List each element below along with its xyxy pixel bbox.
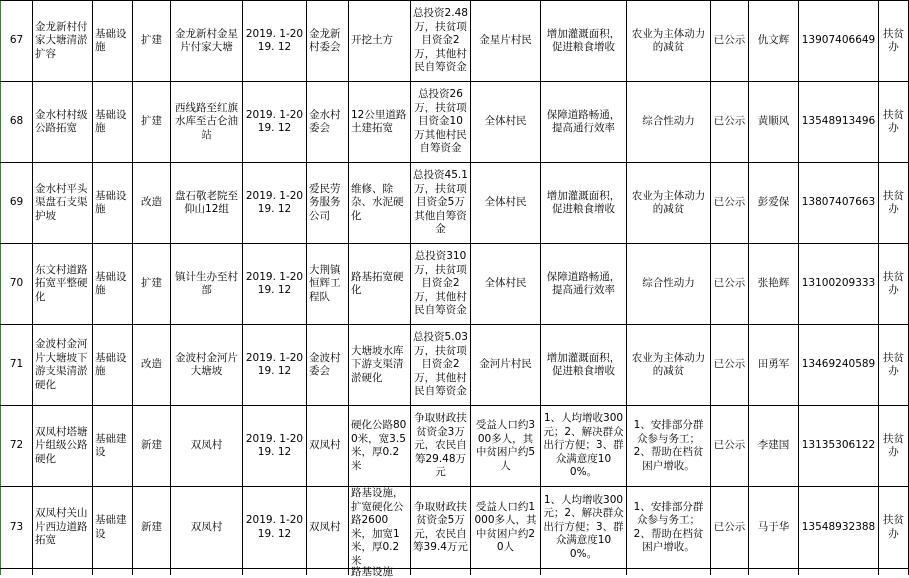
funding-source-cell[interactable]: 总投资45.1万，扶贫项目资金5万其他自筹资金 <box>411 163 471 244</box>
contact-phone-cell[interactable]: 13807407663 <box>799 163 879 244</box>
project-category-cell[interactable]: 基础设施 <box>93 82 133 163</box>
implementation-period-cell[interactable]: 2019. 1-2019. 12 <box>243 163 307 244</box>
partial-cell[interactable] <box>133 569 171 576</box>
funding-source-cell[interactable]: 总投资26万，扶贫项目资金10万其他村民自筹资金 <box>411 82 471 163</box>
contact-person-cell[interactable]: 张艳辉 <box>749 244 799 325</box>
partial-cell[interactable] <box>627 569 711 576</box>
project-name-cell[interactable]: 金水村平头渠盘石支渠护坡 <box>33 163 93 244</box>
contact-phone-cell[interactable]: 13100209333 <box>799 244 879 325</box>
poverty-mechanism-cell[interactable]: 农业为主体动力的减贫 <box>627 325 711 406</box>
project-name-cell[interactable]: 金波村金河片大塘坡下游支渠清淤硬化 <box>33 325 93 406</box>
table-row <box>1 1 909 82</box>
partial-cell[interactable] <box>471 569 541 576</box>
construction-type-cell[interactable]: 扩建 <box>133 244 171 325</box>
implementation-period-cell[interactable]: 2019. 1-2019. 12 <box>243 487 307 569</box>
project-location-cell[interactable]: 金龙新村金星片付家大塘 <box>171 1 243 82</box>
funding-source-cell[interactable]: 总投资310万，扶贫项目资金2万，其他村民自筹资金 <box>411 244 471 325</box>
publicity-status-cell[interactable]: 已公示 <box>711 487 749 569</box>
project-category-cell[interactable]: 基础设施 <box>93 325 133 406</box>
publicity-status-cell[interactable]: 已公示 <box>711 163 749 244</box>
responsible-dept-cell[interactable]: 扶贫办 <box>879 244 909 325</box>
contact-phone-cell[interactable]: 13548932388 <box>799 487 879 569</box>
implementation-period-cell[interactable]: 2019. 1-2019. 12 <box>243 82 307 163</box>
implementing-unit-cell[interactable]: 金龙新村委会 <box>307 1 349 82</box>
project-location-cell[interactable]: 双凤村 <box>171 406 243 487</box>
poverty-mechanism-cell[interactable]: 农业为主体动力的减贫 <box>627 1 711 82</box>
responsible-dept-cell[interactable]: 扶贫办 <box>879 1 909 82</box>
project-name-cell[interactable]: 金水村村级公路拓宽 <box>33 82 93 163</box>
contact-person-cell[interactable]: 李建国 <box>749 406 799 487</box>
construction-content-cell[interactable]: 12公里道路土建拓宽 <box>349 82 411 163</box>
row-number-cell[interactable]: 69 <box>1 163 33 244</box>
construction-content-cell[interactable]: 路基拓宽硬化 <box>349 244 411 325</box>
construction-type-cell[interactable]: 改造 <box>133 325 171 406</box>
expected-effect-cell[interactable]: 保障道路畅通，提高通行效率 <box>541 82 627 163</box>
table-row <box>1 82 909 163</box>
row-number-cell[interactable]: 73 <box>1 487 33 569</box>
row-number-cell[interactable]: 70 <box>1 244 33 325</box>
expected-effect-cell[interactable]: 1、人均增收300元；2、解决群众出行方便；3、群众满意度100%。 <box>541 406 627 487</box>
contact-person-cell[interactable]: 田勇军 <box>749 325 799 406</box>
responsible-dept-cell[interactable]: 扶贫办 <box>879 406 909 487</box>
implementing-unit-cell[interactable]: 爱民劳务服务公司 <box>307 163 349 244</box>
row-number-cell[interactable]: 72 <box>1 406 33 487</box>
partial-cell[interactable] <box>799 569 879 576</box>
beneficiaries-cell[interactable]: 全体村民 <box>471 163 541 244</box>
implementation-period-cell[interactable]: 2019. 1-2019. 12 <box>243 244 307 325</box>
project-category-cell[interactable]: 基础设施 <box>93 163 133 244</box>
construction-type-cell[interactable]: 扩建 <box>133 82 171 163</box>
beneficiaries-cell[interactable]: 全体村民 <box>471 82 541 163</box>
beneficiaries-cell[interactable]: 金河片村民 <box>471 325 541 406</box>
implementing-unit-cell[interactable]: 金波村委会 <box>307 325 349 406</box>
partial-cell[interactable] <box>93 569 133 576</box>
partial-cell[interactable] <box>711 569 749 576</box>
contact-person-cell[interactable]: 黄顺风 <box>749 82 799 163</box>
project-name-cell[interactable]: 双凤村关山片西边道路拓宽 <box>33 487 93 569</box>
table-row <box>1 487 909 569</box>
responsible-dept-cell[interactable]: 扶贫办 <box>879 82 909 163</box>
project-location-cell[interactable]: 双凤村 <box>171 487 243 569</box>
construction-content-cell[interactable]: 路基设施，扩宽硬化公路2600米，加宽1米，厚0.2米 <box>349 487 411 569</box>
contact-person-cell[interactable]: 仇文辉 <box>749 1 799 82</box>
construction-type-cell[interactable]: 改造 <box>133 163 171 244</box>
construction-content-cell[interactable]: 大塘坡水库下游支渠清淤硬化 <box>349 325 411 406</box>
implementing-unit-cell[interactable]: 双凤村 <box>307 487 349 569</box>
implementing-unit-cell[interactable]: 双凤村 <box>307 406 349 487</box>
partial-cell[interactable] <box>33 569 93 576</box>
contact-phone-cell[interactable]: 13907406649 <box>799 1 879 82</box>
table-row <box>1 244 909 325</box>
project-category-cell[interactable]: 基础建设 <box>93 487 133 569</box>
project-location-cell[interactable]: 西线路至红旗水库至古仑油站 <box>171 82 243 163</box>
publicity-status-cell[interactable]: 已公示 <box>711 244 749 325</box>
expected-effect-cell[interactable]: 增加灌溉面积，促进粮食增收 <box>541 325 627 406</box>
partial-cell[interactable] <box>541 569 627 576</box>
construction-type-cell[interactable]: 新建 <box>133 406 171 487</box>
responsible-dept-cell[interactable]: 扶贫办 <box>879 325 909 406</box>
construction-content-cell[interactable]: 开挖土方 <box>349 1 411 82</box>
row-number-cell[interactable]: 67 <box>1 1 33 82</box>
expected-effect-cell[interactable]: 1、人均增收300元；2、解决群众出行方便；3、群众满意度100%。 <box>541 487 627 569</box>
poverty-mechanism-cell[interactable]: 农业为主体动力的减贫 <box>627 163 711 244</box>
funding-source-cell[interactable]: 总投资5.03万，扶贫项目资金2万，其他村民自筹资金 <box>411 325 471 406</box>
project-location-cell[interactable]: 盘石敬老院至仰山12组 <box>171 163 243 244</box>
partial-cell[interactable]: 路基设施 <box>349 569 411 576</box>
table-row <box>1 163 909 244</box>
beneficiaries-cell[interactable]: 金星片村民 <box>471 1 541 82</box>
partial-cell[interactable] <box>879 569 909 576</box>
project-category-cell[interactable]: 基础建设 <box>93 406 133 487</box>
contact-person-cell[interactable]: 马于华 <box>749 487 799 569</box>
beneficiaries-cell[interactable]: 受益人口约1000多人，其中贫困户约20人 <box>471 487 541 569</box>
publicity-status-cell[interactable]: 已公示 <box>711 82 749 163</box>
project-name-cell[interactable]: 东文村道路拓宽平整硬化 <box>33 244 93 325</box>
beneficiaries-cell[interactable]: 受益人口约300多人，其中贫困户约5人 <box>471 406 541 487</box>
partial-cell[interactable] <box>243 569 307 576</box>
partial-cell[interactable] <box>171 569 243 576</box>
implementation-period-cell[interactable]: 2019. 1-2019. 12 <box>243 1 307 82</box>
construction-content-cell[interactable]: 维修、除杂、水泥硬化 <box>349 163 411 244</box>
responsible-dept-cell[interactable]: 扶贫办 <box>879 487 909 569</box>
funding-source-cell[interactable]: 争取财政扶贫资金5万元，农民自筹39.4万元 <box>411 487 471 569</box>
partial-cell[interactable] <box>307 569 349 576</box>
row-number-cell[interactable]: 68 <box>1 82 33 163</box>
funding-source-cell[interactable]: 总投资2.48万，扶贫项目资金2万，其他村民自筹资金 <box>411 1 471 82</box>
project-location-cell[interactable]: 金波村金河片大塘坡 <box>171 325 243 406</box>
project-category-cell[interactable]: 基础设施 <box>93 1 133 82</box>
implementing-unit-cell[interactable]: 大荆镇恒辉工程队 <box>307 244 349 325</box>
contact-phone-cell[interactable]: 13548913496 <box>799 82 879 163</box>
implementation-period-cell[interactable]: 2019. 1-2019. 12 <box>243 325 307 406</box>
table-row <box>1 325 909 406</box>
construction-type-cell[interactable]: 扩建 <box>133 1 171 82</box>
contact-phone-cell[interactable]: 13469240589 <box>799 325 879 406</box>
poverty-mechanism-cell[interactable]: 1、安排部分群众参与务工；2、帮助在档贫困户增收。 <box>627 406 711 487</box>
expected-effect-cell[interactable]: 增加灌溉面积，促进粮食增收 <box>541 163 627 244</box>
project-category-cell[interactable]: 基础设施 <box>93 244 133 325</box>
poverty-mechanism-cell[interactable]: 综合性动力 <box>627 244 711 325</box>
publicity-status-cell[interactable]: 已公示 <box>711 406 749 487</box>
implementing-unit-cell[interactable]: 金水村委会 <box>307 82 349 163</box>
publicity-status-cell[interactable]: 已公示 <box>711 325 749 406</box>
table-row-partial <box>1 569 909 576</box>
table-row <box>1 406 909 487</box>
project-name-cell[interactable]: 双凤村塔塘片组级公路硬化 <box>33 406 93 487</box>
beneficiaries-cell[interactable]: 全体村民 <box>471 244 541 325</box>
contact-person-cell[interactable]: 彭爱保 <box>749 163 799 244</box>
partial-cell[interactable] <box>1 569 33 576</box>
partial-cell[interactable] <box>411 569 471 576</box>
partial-cell[interactable] <box>749 569 799 576</box>
expected-effect-cell[interactable]: 保障道路畅通，提高通行效率 <box>541 244 627 325</box>
publicity-status-cell[interactable]: 已公示 <box>711 1 749 82</box>
implementation-period-cell[interactable]: 2019. 1-2019. 12 <box>243 406 307 487</box>
funding-source-cell[interactable]: 争取财政扶贫资金3万元，农民自筹29.48万元 <box>411 406 471 487</box>
contact-phone-cell[interactable]: 13135306122 <box>799 406 879 487</box>
row-number-cell[interactable]: 71 <box>1 325 33 406</box>
project-location-cell[interactable]: 镇计生办至村部 <box>171 244 243 325</box>
construction-content-cell[interactable]: 硬化公路800米，宽3.5米，厚0.2米 <box>349 406 411 487</box>
poverty-mechanism-cell[interactable]: 1、安排部分群众参与务工；2、帮助在档贫困户增收。 <box>627 487 711 569</box>
project-name-cell[interactable]: 金龙新村付家大塘清淤扩容 <box>33 1 93 82</box>
responsible-dept-cell[interactable]: 扶贫办 <box>879 163 909 244</box>
construction-type-cell[interactable]: 新建 <box>133 487 171 569</box>
poverty-mechanism-cell[interactable]: 综合性动力 <box>627 82 711 163</box>
expected-effect-cell[interactable]: 增加灌溉面积，促进粮食增收 <box>541 1 627 82</box>
